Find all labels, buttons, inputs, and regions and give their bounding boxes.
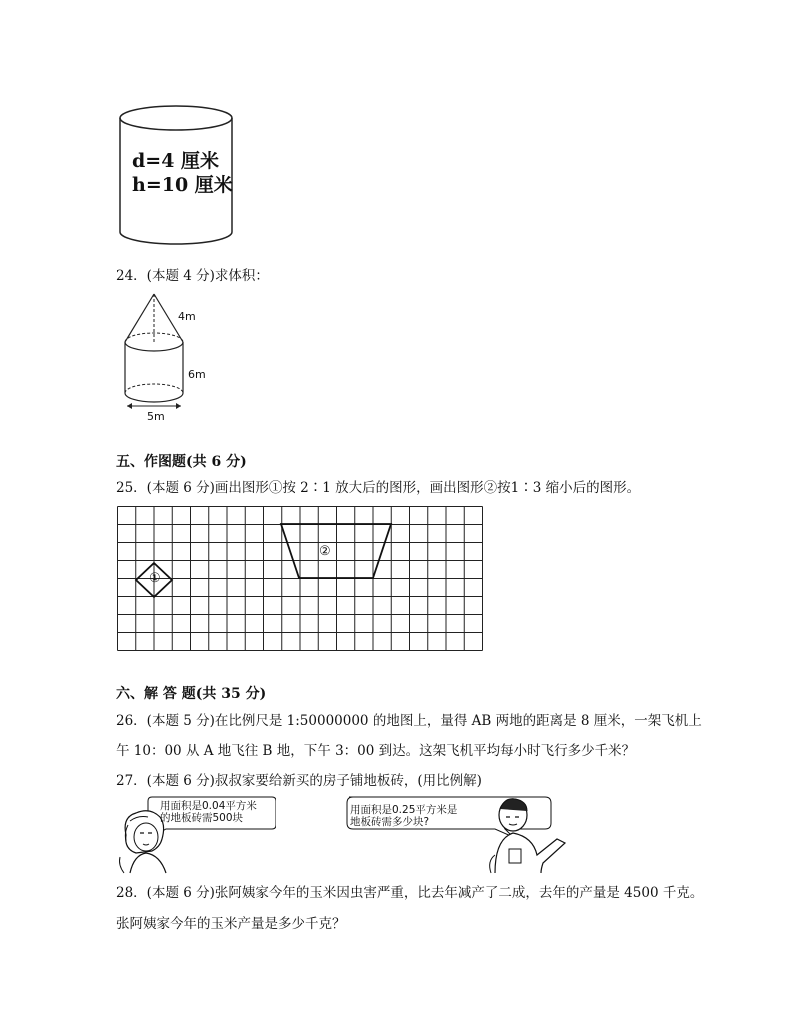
question-25-text: 25．(本题 6 分)画出图形①按 2∶1 放大后的图形，画出图形②按1∶3 缩小后的图形。 <box>116 480 641 496</box>
question-27-text: 27．(本题 6 分)叔叔家要给新买的房子铺地板砖，(用比例解) <box>116 773 482 789</box>
cone-height-label: 4m <box>178 310 196 323</box>
question-28-line1: 28．(本题 6 分)张阿姨家今年的玉米因虫害严重，比去年减产了二成，去年的产量是 4500 千克。 <box>116 885 704 901</box>
bubble-right-line1: 用面积是0.25平方米是 <box>350 804 458 816</box>
question-24-text: 24．(本题 4 分)求体积： <box>116 268 269 284</box>
cylinder-height-label: h=10 厘米 <box>132 174 233 196</box>
section-5-title: 五、作图题(共 6 分) <box>116 454 247 470</box>
diameter-label: 5m <box>147 410 165 423</box>
cylinder-height-label: 6m <box>188 368 206 381</box>
cone-cylinder-figure <box>118 290 218 426</box>
section-6-title: 六、解 答 题(共 35 分) <box>116 686 267 702</box>
bubble-right-line2: 地板砖需多少块? <box>350 816 430 828</box>
shape-1-label: ① <box>149 571 161 586</box>
shape-2-label: ② <box>319 544 331 559</box>
drawing-grid <box>117 506 483 651</box>
question-26-line2: 午 10：00 从 A 地飞往 B 地，下午 3：00 到达。这架飞机平均每小时飞行多少千米？ <box>116 743 636 759</box>
bubble-left-line1: 用面积是0.04平方米 <box>160 800 257 812</box>
cylinder-diameter-label: d=4 厘米 <box>132 150 220 172</box>
cone-cylinder-drawing <box>118 290 218 426</box>
bubble-left-line2: 的地板砖需500块 <box>160 812 244 824</box>
grid-drawing <box>117 506 483 651</box>
question-26-line1: 26．(本题 5 分)在比例尺是 1:50000000 的地图上，量得 AB 两地的距离是 8 厘米，一架飞机上 <box>116 713 702 729</box>
question-28-line2: 张阿姨家今年的玉米产量是多少千克？ <box>116 916 346 932</box>
